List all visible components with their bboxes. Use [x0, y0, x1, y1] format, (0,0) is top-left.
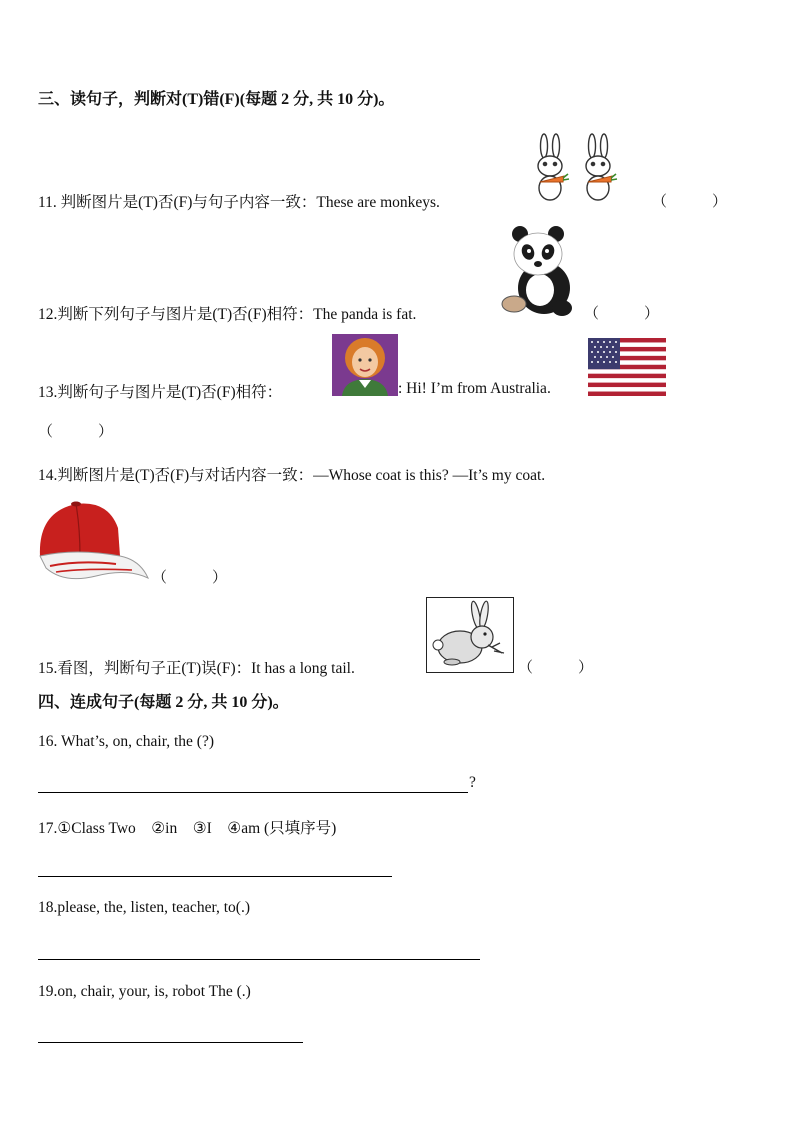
two-rabbits-image	[530, 132, 626, 204]
question-13-answer-blank[interactable]: （ ）	[38, 424, 114, 440]
question-12-answer-blank[interactable]: （ ）	[584, 306, 660, 322]
question-11-answer-blank[interactable]: （ ）	[652, 194, 728, 210]
question-13-text-start: 13.判断句子与图片是(T)否(F)相符：	[38, 384, 283, 401]
question-19-answer-line[interactable]	[38, 1042, 303, 1043]
panda-image	[500, 224, 582, 318]
question-18-answer-line[interactable]	[38, 959, 480, 960]
question-16-end-mark: ?	[469, 774, 476, 791]
section-3-heading: 三、读句子，判断对(T)错(F)(每题 2 分, 共 10 分)。	[38, 91, 395, 108]
question-16-answer-line[interactable]	[38, 792, 468, 793]
question-15-text: 15.看图，判断句子正(T)误(F)：It has a long tail.	[38, 660, 355, 677]
question-13-text-end: : Hi! I’m from Australia.	[398, 380, 551, 397]
question-18-text: 18.please, the, listen, teacher, to(.)	[38, 899, 250, 916]
section-4-heading: 四、连成句子(每题 2 分, 共 10 分)。	[38, 694, 289, 711]
question-14-text: 14.判断图片是(T)否(F)与对话内容一致：—Whose coat is this? —It’s my coat.	[38, 467, 546, 484]
question-14-answer-blank[interactable]: （ ）	[152, 570, 228, 586]
red-cap-image	[36, 498, 152, 586]
question-19-text: 19.on, chair, your, is, robot The (.)	[38, 983, 251, 1000]
question-12-text: 12.判断下列句子与图片是(T)否(F)相符：The panda is fat.	[38, 306, 417, 323]
question-16-text: 16. What’s, on, chair, the (?)	[38, 733, 214, 750]
question-17-text: 17.①Class Two ②in ③I ④am (只填序号)	[38, 820, 337, 837]
question-11-text: 11. 判断图片是(T)否(F)与句子内容一致：These are monkeys.	[38, 194, 440, 211]
rabbit-eating-image	[426, 597, 514, 673]
question-15-answer-blank[interactable]: （ ）	[518, 660, 594, 676]
usa-flag-image	[588, 338, 666, 396]
girl-portrait-image	[332, 334, 398, 396]
question-17-answer-line[interactable]	[38, 876, 392, 877]
